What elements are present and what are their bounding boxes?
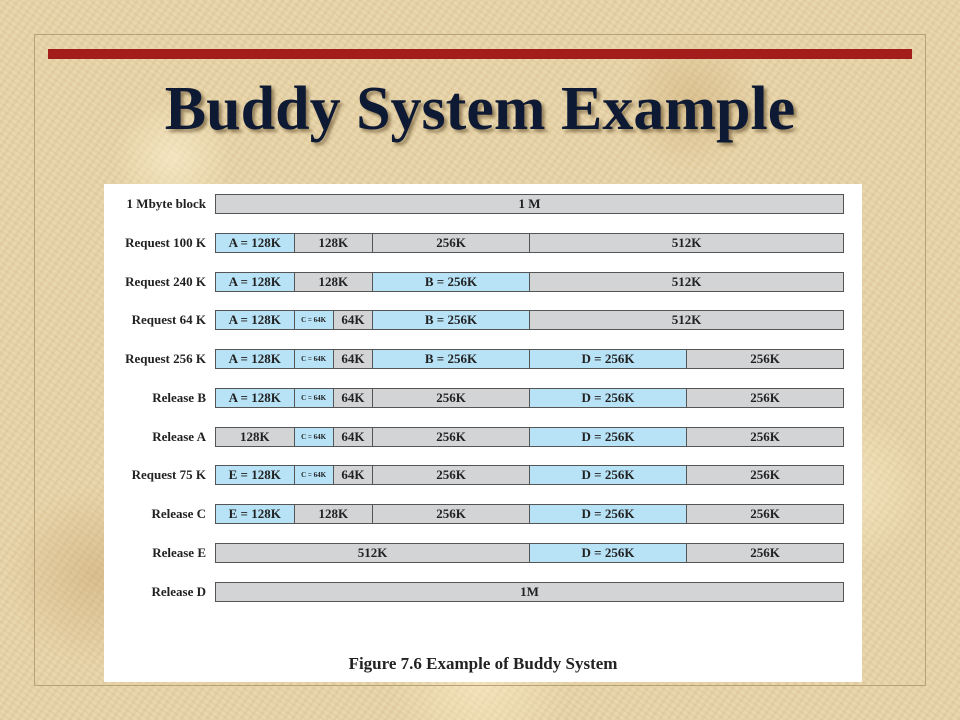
row-label: Release E [152,544,206,560]
row-label: Request 240 K [125,273,206,289]
title-accent-bar [48,49,912,59]
allocated-block: D = 256K [529,465,687,485]
row-label: 1 Mbyte block [126,196,206,211]
free-block: 256K [372,465,530,485]
allocated-block: C = 64K [294,388,334,408]
free-block: 128K [294,233,374,253]
free-block: 512K [529,310,844,330]
memory-bar [215,582,843,602]
slide-title: Buddy System Example [164,75,796,143]
allocated-block: A = 128K [215,388,295,408]
allocation-row [104,272,862,292]
free-block: 256K [372,388,530,408]
allocation-row [104,349,862,369]
allocated-block: E = 128K [215,504,295,524]
free-block: 512K [529,272,844,292]
buddy-system-figure [104,184,862,682]
free-block: 256K [686,504,844,524]
memory-bar [215,388,843,408]
memory-bar [215,427,843,447]
free-block: 64K [333,465,373,485]
allocation-row [104,582,862,602]
memory-bar [215,272,843,292]
free-block: 1 M [215,194,844,214]
free-block: 256K [372,233,530,253]
allocated-block: A = 128K [215,272,295,292]
allocation-row [104,388,862,408]
free-block: 64K [333,388,373,408]
free-block: 256K [686,349,844,369]
allocated-block: A = 128K [215,233,295,253]
allocated-block: C = 64K [294,310,334,330]
allocated-block: D = 256K [529,349,687,369]
allocated-block: B = 256K [372,272,530,292]
allocated-block: C = 64K [294,427,334,447]
allocation-row [104,194,862,214]
row-label: Request 64 K [131,312,206,328]
memory-bar [215,310,843,330]
allocated-block: B = 256K [372,310,530,330]
free-block: 512K [215,543,530,563]
row-label: Request 75 K [131,467,206,483]
free-block: 64K [333,349,373,369]
allocation-row [104,504,862,524]
allocation-row [104,543,862,563]
free-block: 256K [686,427,844,447]
allocation-row [104,233,862,253]
free-block: 256K [372,427,530,447]
free-block: 1M [215,582,844,602]
allocated-block: C = 64K [294,349,334,369]
memory-bar [215,349,843,369]
allocation-row [104,310,862,330]
row-label: Request 256 K [125,351,206,366]
free-block: 128K [215,427,295,447]
free-block: 256K [686,465,844,485]
free-block: 128K [294,504,374,524]
free-block: 64K [333,427,373,447]
allocated-block: A = 128K [215,349,295,369]
row-label: Release C [151,506,206,521]
allocated-block: D = 256K [529,427,687,447]
allocated-block: E = 128K [215,465,295,485]
row-label: Release D [151,583,206,599]
free-block: 128K [294,272,374,292]
free-block: 256K [686,543,844,563]
free-block: 256K [372,504,530,524]
allocated-block: D = 256K [529,388,687,408]
memory-bar [215,194,843,214]
free-block: 512K [529,233,844,253]
row-label: Release B [152,389,206,405]
free-block: 256K [686,388,844,408]
free-block: 64K [333,310,373,330]
row-label: Request 100 K [125,234,206,250]
allocated-block: C = 64K [294,465,334,485]
allocated-block: D = 256K [529,504,687,524]
allocated-block: A = 128K [215,310,295,330]
memory-bar [215,504,843,524]
allocation-row [104,427,862,447]
memory-bar [215,543,843,563]
figure-caption: Figure 7.6 Example of Buddy System [348,654,618,673]
memory-bar [215,233,843,253]
memory-bar [215,465,843,485]
row-label: Release A [152,428,206,444]
allocated-block: B = 256K [372,349,530,369]
allocated-block: D = 256K [529,543,687,563]
allocation-row [104,465,862,485]
